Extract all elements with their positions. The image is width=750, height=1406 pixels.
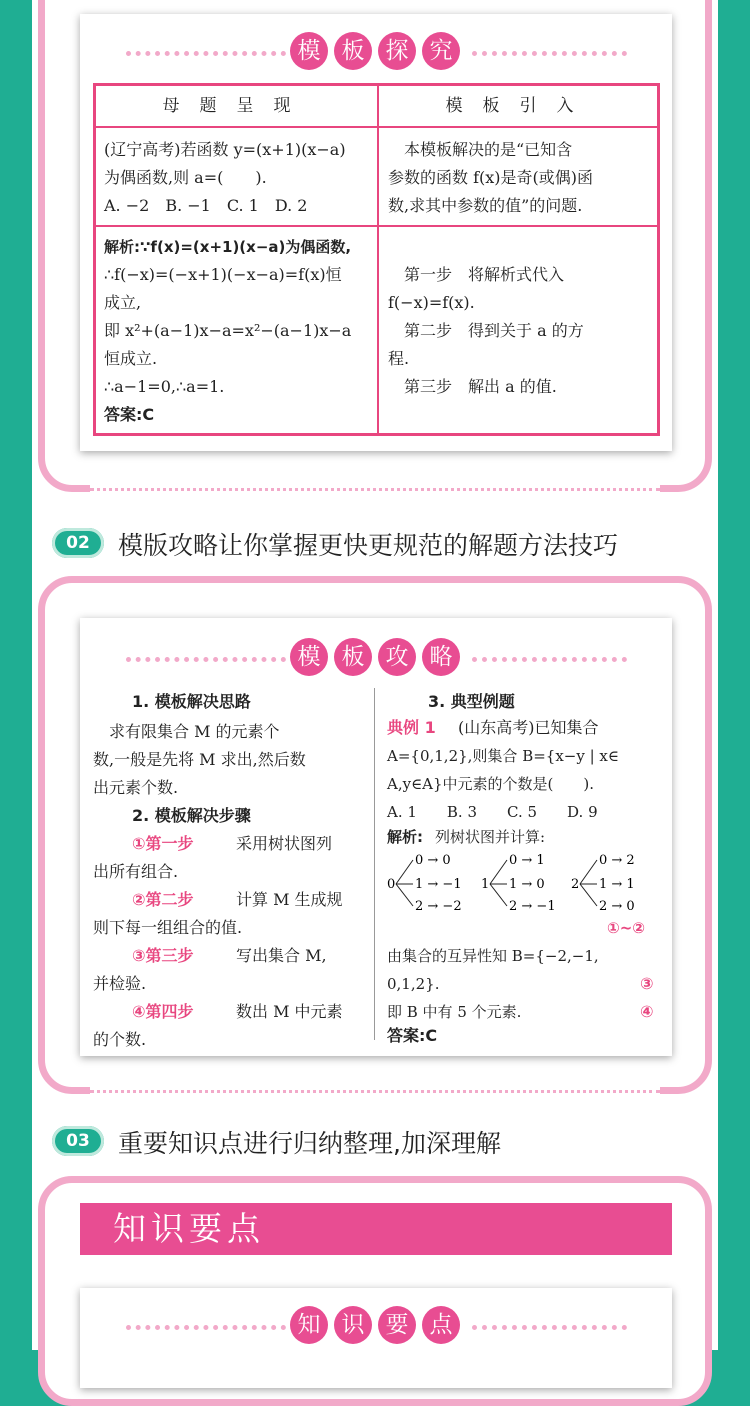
- section-badge-02: 02: [52, 528, 104, 558]
- banner-char: 略: [422, 638, 460, 676]
- step-text: 数出 M 中元素: [220, 1002, 343, 1021]
- problem-choices: A. −2 B. −1 C. 1 D. 2: [104, 196, 308, 215]
- knowledge-points-bar: 知识要点: [80, 1203, 672, 1255]
- step-line: 第二步 得到关于 a 的方: [388, 321, 584, 340]
- step-tag: ④第四步: [132, 1002, 194, 1021]
- tree-branch: 0 → 1: [509, 853, 545, 868]
- template-explore-card: [80, 14, 672, 451]
- idea-line: 数,一般是先将 M 求出,然后数: [93, 750, 306, 769]
- idea-line: 出元素个数.: [93, 778, 179, 797]
- step-cont: 出所有组合.: [93, 862, 179, 881]
- analysis-text: 列树状图并计算:: [435, 828, 546, 846]
- example-line: (山东高考)已知集合: [458, 718, 599, 737]
- idea-line: 求有限集合 M 的元素个: [93, 722, 280, 741]
- dots-right: [472, 51, 627, 56]
- analysis-line: 0,1,2}.: [387, 975, 440, 993]
- step-cont: 并检验.: [93, 974, 147, 993]
- header-problem: 母题呈现: [162, 96, 311, 116]
- solution-line: 即 x²+(a−1)x−a=x²−(a−1)x−a: [104, 321, 352, 340]
- step-tag: ③第三步: [132, 946, 194, 965]
- problem-line: 为偶函数,则 a=( ).: [104, 168, 267, 187]
- solution-line: 恒成立.: [104, 349, 158, 368]
- example-line: A,y∈A}中元素的个数是( ).: [387, 775, 595, 793]
- section-badge-03: 03: [52, 1126, 104, 1156]
- heading-solution-steps: 2. 模板解决步骤: [132, 806, 251, 825]
- banner-char: 模: [290, 638, 328, 676]
- banner-knowledge-points: [80, 1306, 672, 1346]
- tree-root: 2: [571, 877, 580, 892]
- banner-char: 板: [334, 638, 372, 676]
- table-col-divider: [377, 86, 379, 433]
- step-tag: ①第一步: [132, 834, 194, 853]
- step-cont: 则下每一组组合的值.: [93, 918, 243, 937]
- solution-line: 成立,: [104, 293, 142, 312]
- step-line: 第三步 解出 a 的值.: [388, 377, 557, 396]
- dots-right: [472, 657, 627, 662]
- problem-line: (辽宁高考)若函数 y=(x+1)(x−a): [104, 140, 346, 159]
- heading-solution-idea: 1. 模板解决思路: [132, 692, 251, 711]
- tree-0: [387, 853, 462, 914]
- banner-char: 板: [334, 32, 372, 70]
- column-divider: [374, 688, 375, 1040]
- template-strategy-card: [80, 618, 672, 1056]
- step-text: 计算 M 生成规: [220, 890, 343, 909]
- banner-char: 究: [422, 32, 460, 70]
- banner-char: 识: [334, 1306, 372, 1344]
- answer-line: 答案:C: [104, 405, 155, 424]
- tree-root: 0: [387, 877, 396, 892]
- analysis-line: 即 B 中有 5 个元素.: [387, 1003, 522, 1021]
- banner-char: 攻: [378, 638, 416, 676]
- step-marker-3: ③: [640, 974, 654, 993]
- solution-line: 解析:∵f(x)=(x+1)(x−a)为偶函数,: [104, 238, 352, 256]
- tree-branch: 2 → −1: [509, 899, 556, 914]
- tree-diagram: [387, 850, 667, 914]
- tree-branch: 0 → 0: [415, 853, 451, 868]
- example-line: A={0,1,2},则集合 B={x−y | x∈: [387, 747, 619, 765]
- step-line: f(−x)=f(x).: [388, 293, 475, 312]
- tree-2: [571, 853, 635, 914]
- dots-left: [126, 657, 286, 662]
- heading-typical-example: 3. 典型例题: [428, 692, 515, 711]
- header-template-intro: 模板引入: [445, 96, 594, 116]
- right-teal-strip: [718, 0, 750, 1350]
- step-tag: ②第二步: [132, 890, 194, 909]
- tree-branch: 2 → −2: [415, 899, 462, 914]
- dots-left: [126, 1325, 286, 1330]
- intro-line: 本模板解决的是“已知含: [388, 140, 573, 159]
- step-line: 第一步 将解析式代入: [388, 265, 565, 284]
- step-text: 写出集合 M,: [220, 946, 327, 965]
- step-marker-4: ④: [640, 1002, 654, 1021]
- left-teal-strip: [0, 0, 32, 1350]
- analysis-line: 由集合的互异性知 B={−2,−1,: [387, 947, 599, 965]
- intro-line: 参数的函数 f(x)是奇(或偶)函: [388, 168, 594, 187]
- example-tag: 典例 1: [387, 718, 436, 737]
- banner-char: 点: [422, 1306, 460, 1344]
- tree-branch: 2 → 0: [599, 899, 635, 914]
- section3-title: 重要知识点进行归纳整理,加深理解: [118, 1129, 501, 1158]
- tree-branch: 1 → 1: [599, 877, 635, 892]
- solution-line: ∴f(−x)=(−x+1)(−x−a)=f(x)恒: [104, 265, 342, 284]
- step-cont: 的个数.: [93, 1030, 147, 1049]
- problem-template-table: [93, 83, 660, 436]
- tree-1: [481, 853, 556, 914]
- tree-branch: 1 → −1: [415, 877, 462, 892]
- analysis-label: 解析:: [387, 828, 423, 846]
- section2-dotted-edge: [90, 1090, 660, 1093]
- section2-title: 模版攻略让你掌握更快更规范的解题方法技巧: [118, 531, 619, 560]
- step-text: 采用树状图列: [220, 834, 333, 853]
- dots-left: [126, 51, 286, 56]
- banner-char: 模: [290, 32, 328, 70]
- tree-branch: 0 → 2: [599, 853, 635, 868]
- banner-template-strategy: [80, 638, 672, 678]
- intro-line: 数,求其中参数的值”的问题.: [388, 196, 583, 215]
- banner-char: 知: [290, 1306, 328, 1344]
- banner-template-explore: [80, 32, 672, 72]
- example-choices: A. 1 B. 3 C. 5 D. 9: [387, 803, 598, 821]
- tree-branch: 1 → 0: [509, 877, 545, 892]
- answer-line: 答案:C: [387, 1026, 438, 1045]
- knowledge-points-card: [80, 1288, 672, 1388]
- dots-right: [472, 1325, 627, 1330]
- table-row-divider: [96, 225, 657, 227]
- banner-char: 要: [378, 1306, 416, 1344]
- solution-line: ∴a−1=0,∴a=1.: [104, 377, 225, 396]
- step-marker-1-2: ①~②: [607, 919, 645, 937]
- tree-root: 1: [481, 877, 490, 892]
- banner-char: 探: [378, 32, 416, 70]
- step-line: 程.: [388, 349, 410, 368]
- section1-dotted-edge: [90, 488, 660, 491]
